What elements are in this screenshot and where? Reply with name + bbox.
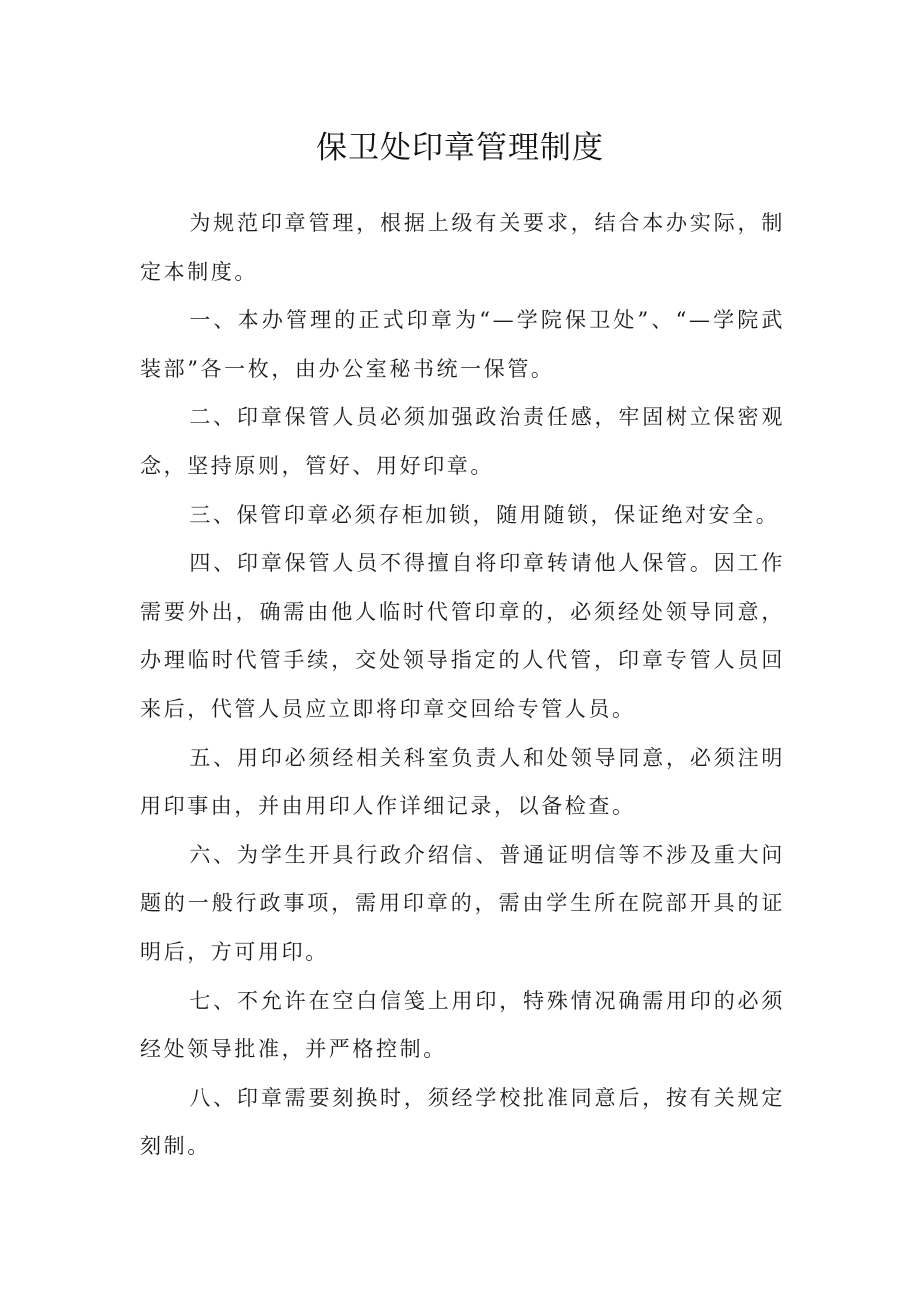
document-body <box>140 199 785 1171</box>
paragraph-article-3: 三、保管印章必须存柜加锁，随用随锁，保证绝对安全。 <box>189 502 780 527</box>
document-title: 保卫处印章管理制度 <box>316 130 604 166</box>
paragraph-article-5: 五、用印必须经相关科室负责人和处领导同意，必须注明用印事由，并由用印人作详细记录，以备检查。 <box>140 745 785 819</box>
paragraph-article-2: 二、印章保管人员必须加强政治责任感，牢固树立保密观念，坚持原则，管好、用好印章。 <box>140 405 785 478</box>
paragraph-intro: 为规范印章管理，根据上级有关要求，结合本办实际，制定本制度。 <box>140 211 785 284</box>
paragraph-article-8: 八、印章需要刻换时，须经学校批准同意后，按有关规定刻制。 <box>140 1085 785 1159</box>
paragraph-article-6: 六、为学生开具行政介绍信、普通证明信等不涉及重大问题的一般行政事项，需用印章的，需由学生所在院部开具的证明后，方可用印。 <box>140 842 785 964</box>
paragraph-article-7: 七、不允许在空白信笺上用印，特殊情况确需用印的必须经处领导批准，并严格控制。 <box>140 988 785 1062</box>
paragraph-article-1: 一、本办管理的正式印章为“—学院保卫处”、“—学院武装部”各一枚，由办公室秘书统一保管。 <box>140 308 785 381</box>
paragraph-article-4: 四、印章保管人员不得擅自将印章转请他人保管。因工作需要外出，确需由他人临时代管印章的，必须经处领导同意，办理临时代管手续，交处领导指定的人代管，印章专管人员回来后，代管人员应立即将印章交回给专管人员。 <box>140 551 785 721</box>
